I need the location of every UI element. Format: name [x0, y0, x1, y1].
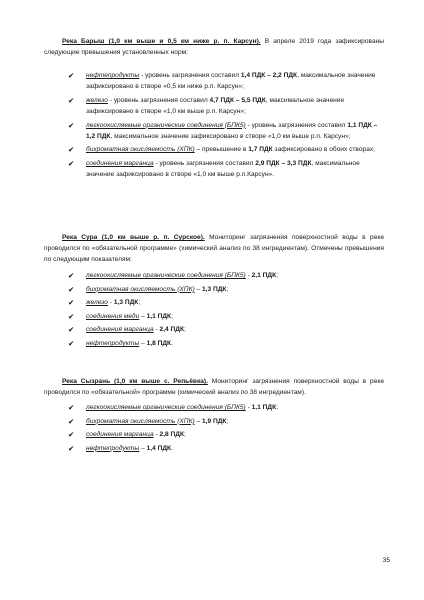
sura-item: ✔ железо - 1,3 ПДК;: [68, 298, 141, 308]
pollutant-value: 1,3 ПДК: [113, 299, 139, 307]
sura-item: ✔ бихроматная окисляемость (ХПК) – 1,3 ПДК;: [68, 284, 229, 294]
pollutant-value: 1,1 ПДК: [251, 404, 277, 411]
checkmark-icon: ✔: [68, 430, 75, 440]
checkmark-icon: ✔: [68, 443, 75, 453]
pollutant-value: 2,9 ПДК – 3,3 ПДК: [255, 159, 312, 167]
pollutant-value: 1,3 ПДК: [202, 285, 227, 293]
pollutant-name: нефтепродукты: [86, 444, 140, 452]
checkmark-icon: ✔: [68, 403, 75, 412]
pollutant-name: нефтепродукты: [86, 339, 140, 347]
checkmark-icon: ✔: [68, 145, 75, 155]
barysh-item-iron: ✔ железо - уровень загрязнения составил 4,7 ПДК – 5,5 ПДК, максимальное значение зафиксировано в створе «1,0 км выше р.п. Карсун»;: [68, 95, 345, 115]
pollutant-value: 1,9 ПДК: [202, 417, 227, 425]
sura-river-name: Река Сура (1,0 км выше р. п. Сурское).: [62, 234, 205, 241]
checkmark-icon: ✔: [68, 271, 75, 280]
barysh-list: [68, 70, 384, 183]
checkmark-icon: ✔: [68, 158, 75, 168]
sura-list: [68, 270, 384, 352]
pollutant-name: железо: [86, 299, 108, 307]
checkmark-icon: ✔: [68, 284, 75, 294]
pollutant-value: 1,4 ПДК: [146, 444, 172, 452]
syzran-intro: [44, 376, 384, 398]
syzran-item: ✔ нефтепродукты – 1,4 ПДК.: [68, 443, 173, 453]
pollutant-value: 1,8 ПДК: [146, 339, 172, 347]
sura-intro-text: Мониторинг загрязнения поверхностной воды в реке проводился по «обязательной программе» (химический анализ по 38 ингредиентам). Отмечены превышения по следующим показателям:: [44, 234, 384, 264]
pollutant-value: 2,8 ПДК: [159, 431, 184, 439]
syzran-river-name: Река Сызрань (1,0 км выше с. Репьёвка).: [62, 378, 208, 385]
pollutant-value: 1,1 ПДК – 1,2 ПДК: [86, 121, 378, 140]
pollutant-value: 4,7 ПДК – 5,5 ПДК: [209, 96, 266, 104]
pollutant-name: соединения марганца: [86, 431, 154, 439]
syzran-item: ✔ бихроматная окисляемость (ХПК) – 1,9 ПДК;: [68, 416, 229, 426]
syzran-intro-text: Мониторинг загрязнения поверхностной воды в реке проводился по «обязательной» программе (химический анализ по 38 ингредиентам).: [44, 378, 384, 397]
syzran-item: ✔ соединения марганца - 2,8 ПДК;: [68, 430, 186, 440]
barysh-intro-text: В апреле 2019 года зафиксированы следующие превышения установленных норм:: [44, 38, 384, 57]
pollutant-value: 2,4 ПДК: [159, 326, 184, 334]
pollutant-name: легкоокисляемые органические соединения (БПК5): [86, 404, 246, 411]
sura-item: ✔ соединения марганца - 2,4 ПДК;: [68, 325, 186, 335]
pollutant-value: 2,1 ПДК: [251, 272, 277, 279]
barysh-item-bod: ✔ легкоокисляемые органические соединения (БПК5) - уровень загрязнения составил 1,1 ПДК – 1,2 ПДК, максимальное значение зафиксировано в створе «1,0 км выше р.п. Карсун»;: [68, 120, 378, 140]
pollutant-name: бихроматная окисляемость (ХПК): [86, 285, 195, 293]
barysh-intro: [44, 36, 384, 58]
barysh-item-manganese: ✔ соединения марганца - уровень загрязнения составил 2,9 ПДК – 3,3 ПДК, максимальное значение зафиксировано в створе «1,0 км выше р.п.Карсун».: [68, 158, 360, 179]
pollutant-value: 1,4 ПДК – 2,2 ПДК: [240, 72, 298, 79]
checkmark-icon: ✔: [68, 311, 75, 321]
barysh-item-cod: ✔ бихроматная окисляемость (ХПК) – превышение в 1,7 ПДК зафиксировано в обоих створах;: [68, 145, 375, 155]
pollutant-name: легкоокисляемые органические соединения (БПК5): [86, 121, 246, 129]
sura-item: ✔ нефтепродукты – 1,8 ПДК.: [68, 338, 173, 348]
barysh-item-oil: ✔ нефтепродукты - уровень загрязнения составил 1,4 ПДК – 2,2 ПДК, максимальное значение зафиксировано в створе «0,5 км ниже р.п. Карсун»;: [68, 71, 376, 91]
pollutant-name: железо: [86, 96, 108, 104]
page-number: 35: [382, 557, 390, 564]
syzran-list: [68, 402, 384, 456]
checkmark-icon: ✔: [68, 71, 75, 80]
pollutant-value: 1,7 ПДК: [248, 146, 273, 154]
sura-item: ✔ легкоокисляемые органические соединения (БПК5) - 2,1 ПДК;: [68, 271, 278, 280]
sura-item: ✔ соединения меди – 1,1 ПДК;: [68, 311, 173, 321]
pollutant-name: нефтепродукты: [86, 72, 140, 79]
pollutant-name: бихроматная окисляемость (ХПК): [86, 146, 195, 154]
checkmark-icon: ✔: [68, 120, 75, 130]
pollutant-name: соединения меди: [86, 312, 140, 320]
syzran-item: ✔ легкоокисляемые органические соединения (БПК5) - 1,1 ПДК;: [68, 403, 278, 412]
checkmark-icon: ✔: [68, 338, 75, 348]
pollutant-name: бихроматная окисляемость (ХПК): [86, 417, 195, 425]
pollutant-name: соединения марганца: [86, 326, 154, 334]
pollutant-value: 1,1 ПДК: [146, 312, 172, 320]
checkmark-icon: ✔: [68, 325, 75, 335]
checkmark-icon: ✔: [68, 95, 75, 105]
checkmark-icon: ✔: [68, 416, 75, 426]
sura-intro: [44, 232, 384, 266]
checkmark-icon: ✔: [68, 298, 75, 308]
pollutant-name: легкоокисляемые органические соединения (БПК5): [86, 272, 246, 279]
barysh-river-name: Река Барыш (1,0 км выше и 0,5 км ниже р. п. Карсун).: [62, 38, 261, 45]
pollutant-name: соединения марганца: [86, 159, 154, 167]
